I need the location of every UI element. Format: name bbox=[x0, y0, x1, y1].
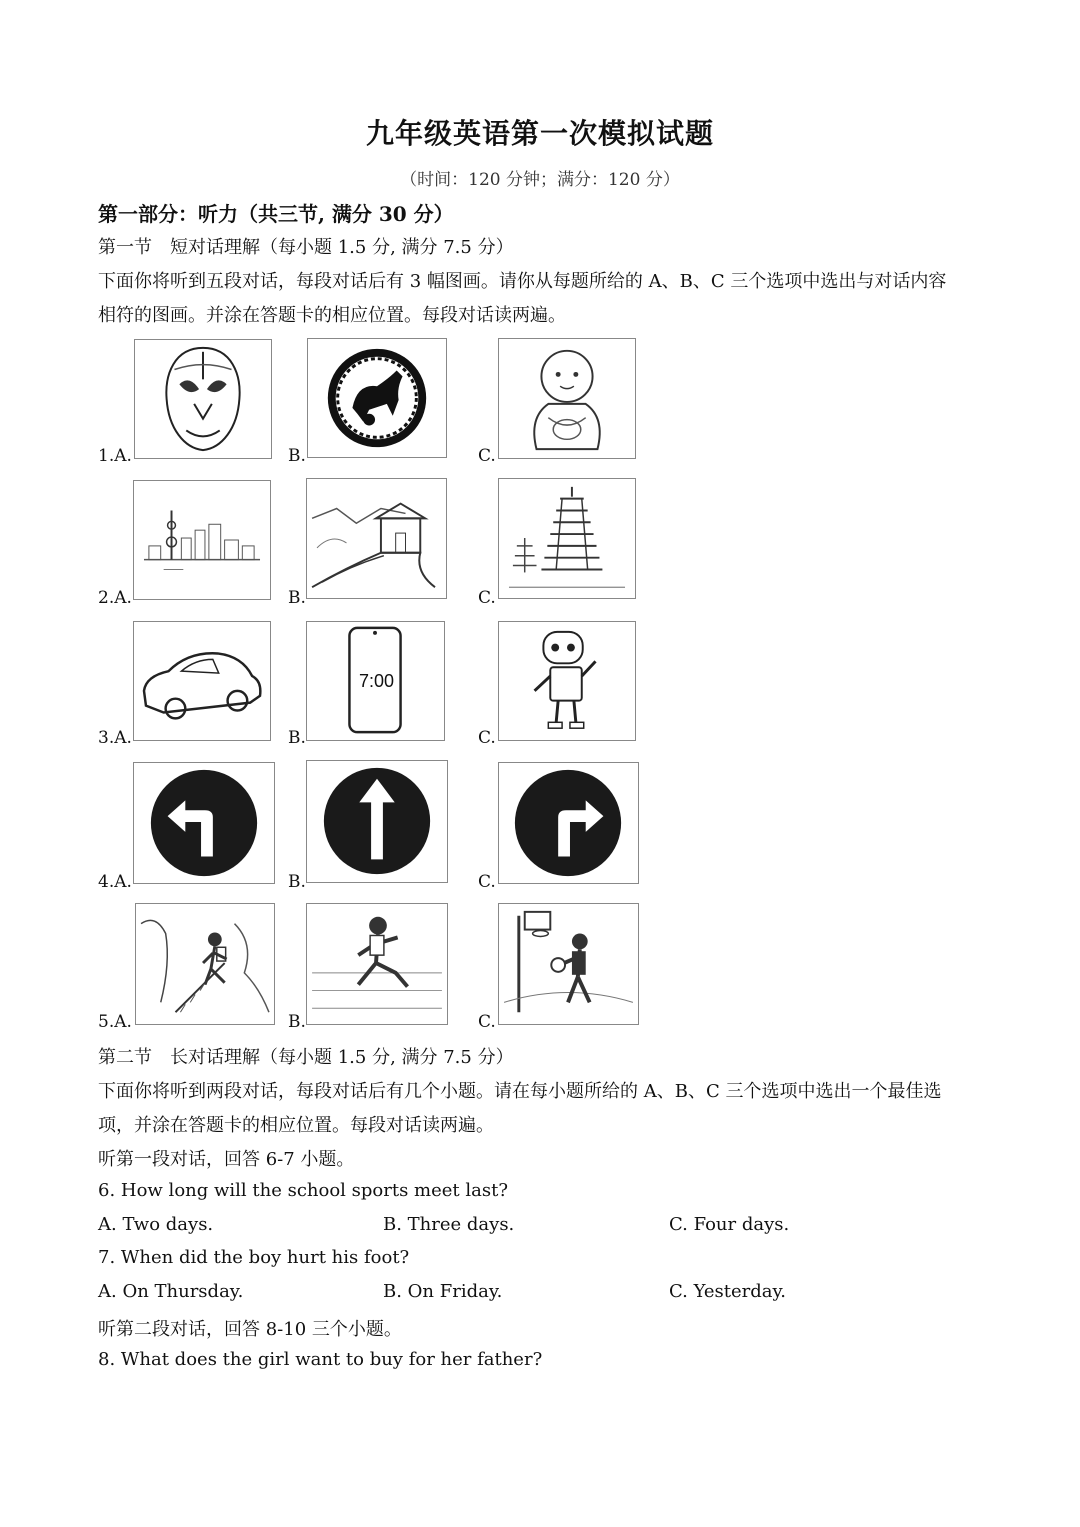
straight-arrow-sign-icon bbox=[307, 761, 447, 882]
question-6: 6. How long will the school sports meet last? bbox=[98, 1180, 508, 1201]
q5-label-b: B. bbox=[288, 1012, 306, 1032]
pagoda-icon bbox=[499, 479, 635, 598]
clay-doll-picture bbox=[498, 338, 636, 459]
q3-label-c: C. bbox=[478, 728, 496, 748]
car-icon bbox=[134, 622, 270, 740]
q4-label-b: B. bbox=[288, 872, 306, 892]
great-wall-icon bbox=[307, 479, 446, 598]
q3-label-b: B. bbox=[288, 728, 306, 748]
q5-label-a: 5.A. bbox=[98, 1012, 132, 1032]
section1-instructions-1: 下面你将听到五段对话，每段对话后有 3 幅图画。请你从每题所给的 A、B、C 三个选项中选出与对话内容 bbox=[98, 271, 947, 292]
q7-option-b: B. On Friday. bbox=[383, 1281, 503, 1302]
q3-label-a: 3.A. bbox=[98, 728, 132, 748]
car-picture bbox=[133, 621, 271, 741]
q2-label-a: 2.A. bbox=[98, 588, 132, 608]
q7-option-c: C. Yesterday. bbox=[669, 1281, 787, 1302]
dialogue2-intro: 听第二段对话，回答 8-10 三个小题。 bbox=[98, 1319, 402, 1340]
phone-time-text: 7:00 bbox=[358, 671, 395, 691]
clay-doll-icon bbox=[499, 339, 635, 458]
section2-instructions-2: 项，并涂在答题卡的相应位置。每段对话读两遍。 bbox=[98, 1115, 494, 1136]
opera-mask-icon bbox=[135, 340, 271, 458]
phone-picture bbox=[306, 621, 445, 741]
part1-heading: 第一部分：听力（共三节, 满分 30 分） bbox=[98, 202, 454, 226]
q1-label-b: B. bbox=[288, 446, 306, 466]
city-skyline-icon bbox=[134, 481, 270, 599]
q5-label-c: C. bbox=[478, 1012, 496, 1032]
turn-left-sign-picture bbox=[133, 762, 275, 884]
horse-papercut-picture bbox=[307, 338, 447, 458]
q4-label-c: C. bbox=[478, 872, 496, 892]
climbing-boy-picture bbox=[135, 903, 275, 1025]
question-7: 7. When did the boy hurt his foot? bbox=[98, 1247, 410, 1268]
basketball-boy-picture bbox=[498, 903, 639, 1025]
section2-heading: 第二节 长对话理解（每小题 1.5 分, 满分 7.5 分） bbox=[98, 1047, 514, 1068]
robot-picture bbox=[498, 621, 636, 741]
section1-instructions-2: 相符的图画。并涂在答题卡的相应位置。每段对话读两遍。 bbox=[98, 305, 566, 326]
exam-time-score: （时间：120 分钟；满分：120 分） bbox=[400, 170, 680, 190]
turn-right-sign-icon bbox=[499, 763, 638, 883]
q4-label-a: 4.A. bbox=[98, 872, 132, 892]
q7-option-a: A. On Thursday. bbox=[98, 1281, 244, 1302]
opera-mask-picture bbox=[134, 339, 272, 459]
pagoda-picture bbox=[498, 478, 636, 599]
running-boy-picture bbox=[306, 903, 448, 1025]
city-skyline-picture bbox=[133, 480, 271, 600]
robot-icon bbox=[499, 622, 635, 740]
q1-label-a: 1.A. bbox=[98, 446, 132, 466]
horse-papercut-icon bbox=[308, 339, 446, 457]
turn-left-sign-icon bbox=[134, 763, 274, 883]
running-boy-icon bbox=[307, 904, 447, 1024]
q2-label-b: B. bbox=[288, 588, 306, 608]
dialogue1-intro: 听第一段对话，回答 6-7 小题。 bbox=[98, 1149, 355, 1170]
section1-heading: 第一节 短对话理解（每小题 1.5 分, 满分 7.5 分） bbox=[98, 237, 514, 258]
q1-label-c: C. bbox=[478, 446, 496, 466]
q6-option-b: B. Three days. bbox=[383, 1214, 515, 1235]
straight-sign-picture bbox=[306, 760, 448, 883]
page-title: 九年级英语第一次模拟试题 bbox=[365, 117, 714, 150]
climbing-boy-icon bbox=[136, 904, 274, 1024]
q6-option-c: C. Four days. bbox=[669, 1214, 790, 1235]
q6-option-a: A. Two days. bbox=[98, 1214, 214, 1235]
q2-label-c: C. bbox=[478, 588, 496, 608]
turn-right-sign-picture bbox=[498, 762, 639, 884]
great-wall-picture bbox=[306, 478, 447, 599]
question-8: 8. What does the girl want to buy for her father? bbox=[98, 1349, 543, 1370]
section2-instructions-1: 下面你将听到两段对话，每段对话后有几个小题。请在每小题所给的 A、B、C 三个选项中选出一个最佳选 bbox=[98, 1081, 942, 1102]
basketball-boy-icon bbox=[499, 904, 638, 1024]
